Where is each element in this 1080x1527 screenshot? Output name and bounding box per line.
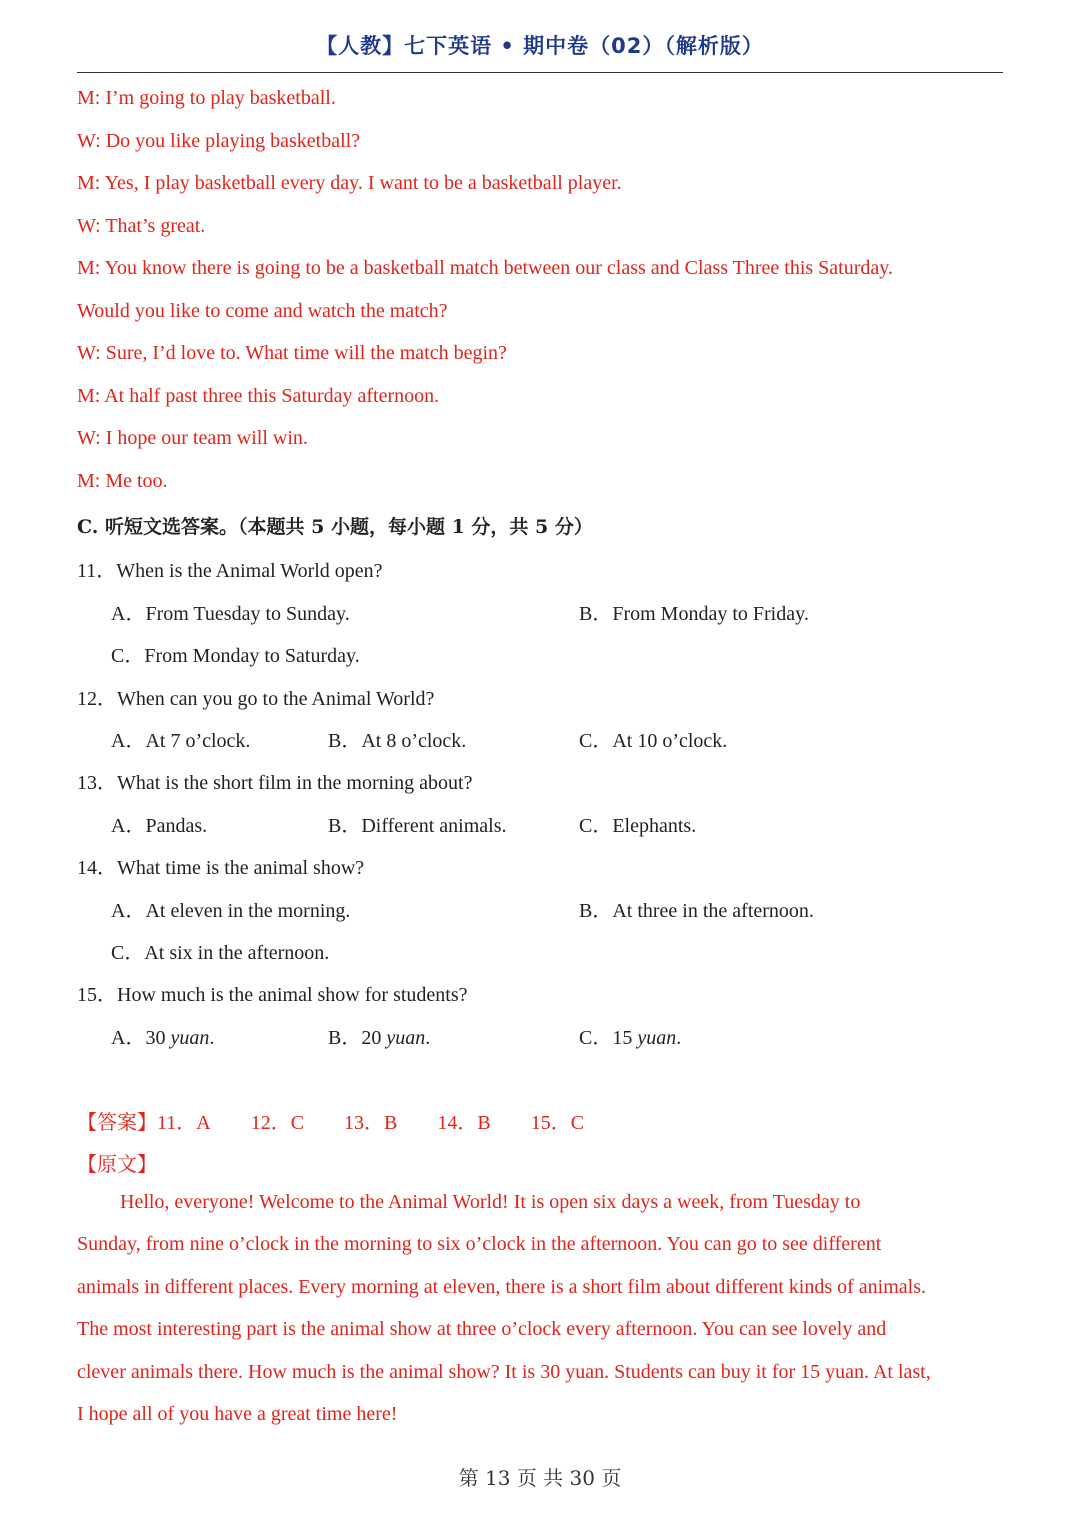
section-c-heading: C. 听短文选答案。（本题共 5 小题，每小题 1 分，共 5 分）: [77, 516, 593, 538]
page-number: 第 13 页 共 30 页: [458, 1466, 622, 1490]
transcript-line: Hello, everyone! Welcome to the Animal World! It is open six days a week, from Tuesday to: [120, 1191, 861, 1213]
dialogue-line: Would you like to come and watch the match?: [77, 300, 448, 322]
header-divider: [77, 72, 1003, 73]
dialogue-line: M: Me too.: [77, 470, 168, 492]
dialogue-line: W: Sure, I’d love to. What time will the match begin?: [77, 342, 507, 364]
transcript-line: clever animals there. How much is the animal show? It is 30 yuan. Students can buy it for 15 yuan. At last,: [77, 1361, 931, 1383]
question-option: C．Elephants.: [579, 815, 697, 837]
dialogue-line: W: That’s great.: [77, 215, 206, 237]
question-option: B．From Monday to Friday.: [579, 603, 809, 625]
answer-item: 15．C: [530, 1112, 585, 1134]
question-option: C．15 yuan.: [579, 1027, 682, 1049]
answer-key: [77, 1106, 624, 1135]
transcript-line: The most interesting part is the animal show at three o’clock every afternoon. You can see lovely and: [77, 1318, 887, 1340]
question-option: B．Different animals.: [328, 815, 507, 837]
transcript-label: 【原文】: [77, 1154, 157, 1176]
question-option: A．30 yuan.: [111, 1027, 215, 1049]
question-stem: 11．When is the Animal World open?: [77, 560, 383, 582]
answer-item: 14．B: [437, 1112, 491, 1134]
dialogue-line: M: You know there is going to be a basketball match between our class and Class Three this Saturday.: [77, 257, 893, 279]
answer-item: 12．C: [250, 1112, 305, 1134]
question-option: B．At three in the afternoon.: [579, 900, 814, 922]
question-option: C．At 10 o’clock.: [579, 730, 728, 752]
question-stem: 15．How much is the animal show for students?: [77, 984, 468, 1006]
question-stem: 12．When can you go to the Animal World?: [77, 688, 435, 710]
question-option: A．From Tuesday to Sunday.: [111, 603, 350, 625]
question-option: B．20 yuan.: [328, 1027, 431, 1049]
dialogue-line: M: Yes, I play basketball every day. I want to be a basketball player.: [77, 172, 622, 194]
page-header-title: 【人教】七下英语 • 期中卷（02）（解析版）: [316, 34, 764, 58]
answer-item: 13．B: [344, 1112, 398, 1134]
dialogue-line: M: At half past three this Saturday afternoon.: [77, 385, 440, 407]
question-stem: 14．What time is the animal show?: [77, 857, 365, 879]
question-option: C．At six in the afternoon.: [111, 942, 330, 964]
transcript-line: Sunday, from nine o’clock in the morning to six o’clock in the afternoon. You can go to see different: [77, 1233, 882, 1255]
answer-label: 【答案】: [77, 1112, 157, 1134]
dialogue-line: W: I hope our team will win.: [77, 427, 308, 449]
question-option: A．At eleven in the morning.: [111, 900, 351, 922]
transcript-line: I hope all of you have a great time here!: [77, 1403, 398, 1425]
question-option: B．At 8 o’clock.: [328, 730, 467, 752]
question-option: C．From Monday to Saturday.: [111, 645, 360, 667]
answer-item: 11．A: [157, 1112, 211, 1134]
dialogue-line: W: Do you like playing basketball?: [77, 130, 361, 152]
question-option: A．Pandas.: [111, 815, 208, 837]
dialogue-line: M: I’m going to play basketball.: [77, 87, 336, 109]
transcript-line: animals in different places. Every morning at eleven, there is a short film about different kinds of animals.: [77, 1276, 927, 1298]
question-option: A．At 7 o’clock.: [111, 730, 251, 752]
question-stem: 13．What is the short film in the morning about?: [77, 772, 473, 794]
